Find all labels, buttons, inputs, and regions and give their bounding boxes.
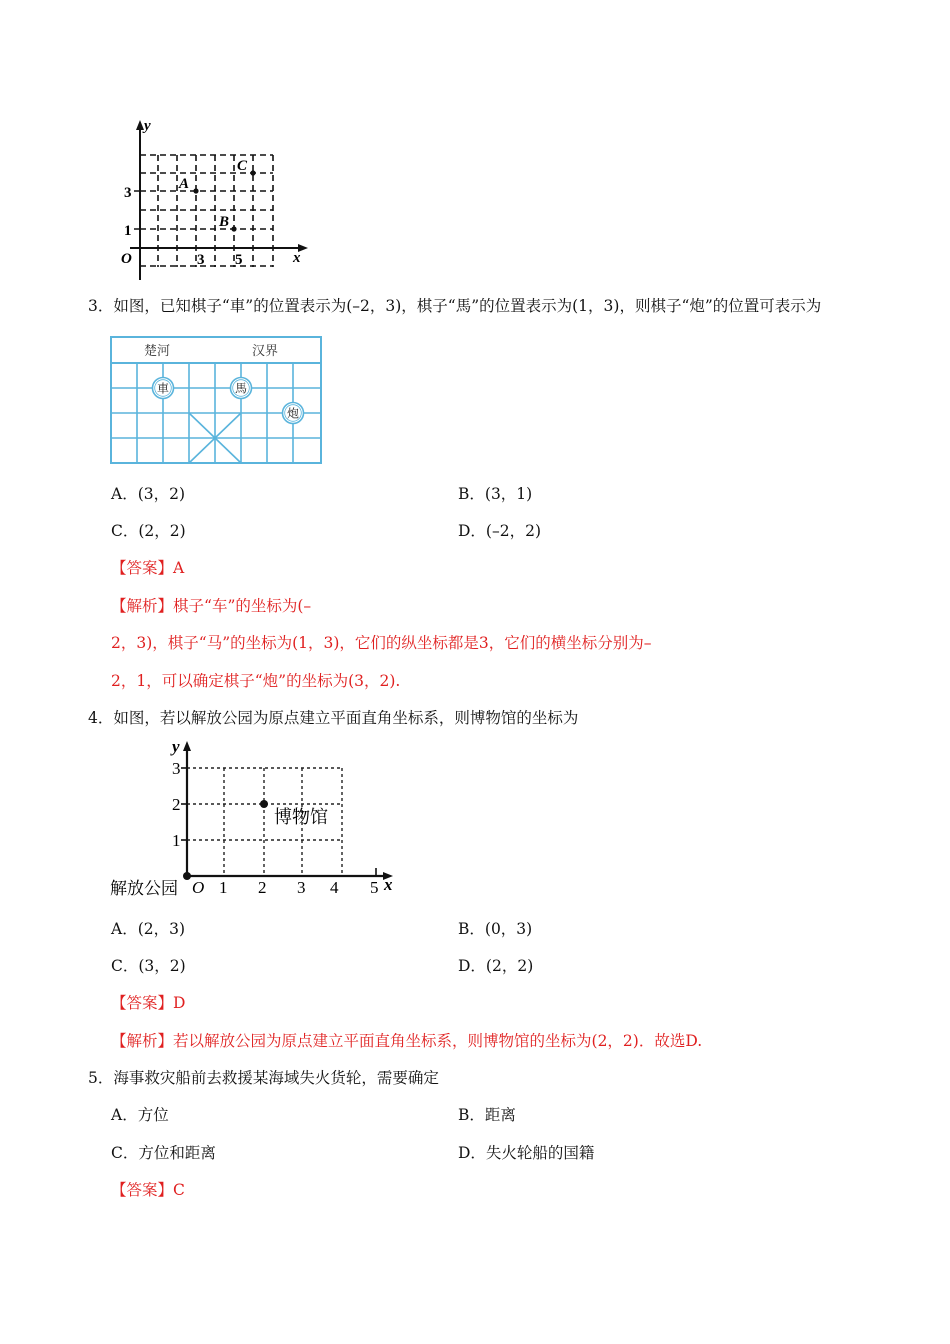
piece-ma-label: 馬	[234, 381, 248, 396]
fig1-y-label: y	[144, 118, 151, 134]
q3-option-c: C．(2，2)	[111, 522, 186, 540]
q4-option-a: A．(2，3)	[111, 920, 186, 938]
museum-x-label: x	[384, 875, 393, 894]
q5-option-b: B．距离	[458, 1106, 516, 1124]
point-c-dot	[250, 170, 255, 175]
fig1-ytick-3: 3	[124, 185, 132, 201]
piece-pao	[283, 403, 304, 424]
q4-answer-value: D	[173, 994, 186, 1012]
point-a-dot	[193, 188, 198, 193]
chess-board-figure	[110, 336, 322, 465]
museum-y-label: y	[172, 737, 180, 756]
museum-ytick-1: 1	[172, 831, 181, 850]
q3-answer-tag: 【答案】	[111, 559, 174, 577]
q5-option-d: D．失火轮船的国籍	[458, 1144, 595, 1162]
museum-origin-label: O	[192, 878, 205, 897]
q5-answer-tag: 【答案】	[111, 1181, 174, 1199]
q3-analysis-text-1: 棋子“车”的坐标为(–	[173, 597, 312, 615]
park-dot	[183, 872, 191, 880]
fig1-xtick-3: 3	[197, 252, 205, 268]
q5-question: 5．海事救灾船前去救援某海域失火货轮，需要确定	[88, 1069, 439, 1087]
museum-label: 博物馆	[274, 807, 328, 827]
q5-answer-value: C	[173, 1181, 185, 1199]
q4-option-b: B．(0，3)	[458, 920, 533, 938]
museum-xtick-5: 5	[370, 878, 379, 897]
y-axis-arrow	[136, 120, 144, 130]
q4-option-c: C．(3，2)	[111, 957, 186, 975]
q3-option-b: B．(3，1)	[458, 485, 533, 503]
q4-option-d: D．(2，2)	[458, 957, 534, 975]
point-b-label: B	[219, 214, 230, 230]
q3-analysis-line-1	[111, 596, 311, 616]
museum-y-axis-arrow	[183, 741, 191, 751]
piece-che-label: 車	[156, 381, 170, 396]
park-label: 解放公园	[110, 879, 178, 898]
q4-answer-tag: 【答案】	[111, 994, 174, 1012]
point-b-dot	[231, 226, 236, 231]
piece-ma	[231, 378, 252, 399]
museum-xtick-3: 3	[297, 878, 306, 897]
q3-analysis-line-2: 2，3)，棋子“马”的坐标为(1，3)，它们的纵坐标都是3，它们的横坐标分别为–	[111, 634, 652, 652]
q3-answer-value: A	[173, 559, 185, 577]
q3-analysis-tag: 【解析】	[111, 597, 174, 615]
museum-ytick-3: 3	[172, 759, 181, 778]
fig1-x-label: x	[293, 250, 301, 266]
point-c-label: C	[237, 158, 248, 174]
q5-option-a: A．方位	[111, 1106, 169, 1124]
river-left-label: 楚河	[144, 343, 171, 358]
museum-xtick-4: 4	[330, 878, 339, 897]
q3-question: 3．如图，已知棋子“車”的位置表示为(–2，3)，棋子“馬”的位置表示为(1，3)，则棋子“炮”的位置可表示为	[88, 297, 822, 315]
fig1-origin-label: O	[121, 251, 132, 267]
q4-analysis-tag: 【解析】	[111, 1032, 174, 1050]
piece-pao-label: 炮	[286, 406, 300, 421]
q4-analysis-text: 若以解放公园为原点建立平面直角坐标系，则博物馆的坐标为(2，2)．故选D.	[173, 1032, 703, 1050]
museum-coordinate-figure	[108, 736, 408, 906]
q3-analysis-line-3: 2，1，可以确定棋子“炮”的坐标为(3，2).	[111, 672, 401, 690]
point-a-label: A	[179, 176, 190, 192]
river-right-label: 汉界	[252, 343, 279, 358]
piece-che	[153, 378, 174, 399]
q3-answer	[111, 558, 184, 578]
fig1-ytick-1: 1	[124, 223, 132, 239]
museum-xtick-2: 2	[258, 878, 267, 897]
museum-dot	[260, 800, 268, 808]
q5-option-c: C．方位和距离	[111, 1144, 216, 1162]
q5-answer	[111, 1180, 185, 1200]
q3-option-d: D．(–2，2)	[458, 522, 541, 540]
fig1-xtick-5: 5	[235, 252, 243, 268]
q4-analysis	[111, 1031, 702, 1051]
coordinate-grid-figure	[108, 112, 318, 282]
q4-question: 4．如图，若以解放公园为原点建立平面直角坐标系，则博物馆的坐标为	[88, 709, 579, 727]
q4-answer	[111, 993, 185, 1013]
museum-xtick-1: 1	[219, 878, 228, 897]
q3-option-a: A．(3，2)	[111, 485, 186, 503]
museum-ytick-2: 2	[172, 795, 181, 814]
